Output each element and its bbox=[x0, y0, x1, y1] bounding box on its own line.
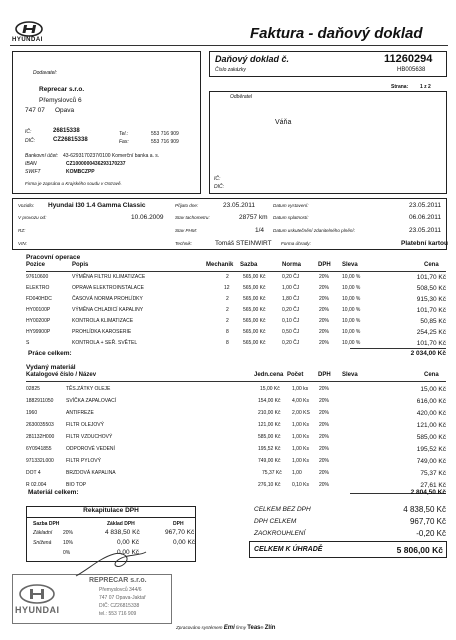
row-vat: 20% bbox=[319, 446, 330, 452]
row-discount: 10,00 % bbox=[342, 307, 361, 313]
table-row bbox=[26, 285, 446, 295]
payment-label: Forma úhrady: bbox=[281, 241, 311, 246]
labor-col-vat: DPH bbox=[318, 262, 331, 268]
labor-col-discount: Sleva bbox=[342, 262, 358, 268]
fuel-value: 1/4 bbox=[255, 227, 265, 234]
doc-number: 11260294 bbox=[384, 53, 433, 65]
row-code: 1960 bbox=[26, 410, 38, 416]
row-description: VÝMĚNA FILTRU KLIMATIZACE bbox=[72, 274, 146, 280]
signature-mark bbox=[70, 548, 150, 582]
row-position: HY99900P bbox=[26, 329, 51, 335]
row-qty: 2,00 KS bbox=[292, 410, 310, 416]
odometer-label: Stav tachometru: bbox=[175, 215, 210, 220]
row-name: FILTR PYLOVÝ bbox=[66, 458, 101, 464]
customer-ic-label: IČ: bbox=[214, 176, 221, 182]
table-row bbox=[26, 446, 446, 457]
row-qty: 1,00 ks bbox=[292, 386, 309, 392]
vat-total: 967,70 Kč bbox=[409, 517, 446, 526]
row-description: KONTROLA KLIMATIZACE bbox=[72, 318, 134, 324]
due-date: 06.06.2011 bbox=[409, 214, 442, 221]
vehicle-model: Hyundai I30 1.4 Gamma Classic bbox=[48, 202, 146, 209]
row-code: 971332L000 bbox=[26, 458, 54, 464]
row-code: DOT 4 bbox=[26, 470, 41, 476]
row-name: BRZDOVÁ KAPALINA bbox=[66, 470, 116, 476]
footer-suffix: Zlín bbox=[264, 625, 276, 631]
stamp-line4: tel.: 553 716 909 bbox=[99, 611, 137, 617]
table-row bbox=[26, 410, 446, 421]
row-code: R 02.004 bbox=[26, 482, 47, 488]
row-vat: 20% bbox=[319, 386, 330, 392]
supplier-iban-label: IBAN bbox=[25, 161, 37, 167]
supplier-tel: 553 716 909 bbox=[151, 131, 179, 137]
row-price: 27,61 Kč bbox=[420, 482, 446, 489]
odometer-value: 28757 km bbox=[239, 214, 268, 221]
labor-total: 2 034,00 Kč bbox=[410, 350, 446, 357]
table-row bbox=[26, 329, 446, 339]
row-vat: 20% bbox=[319, 329, 330, 335]
vat-recap-row-rate: 10% bbox=[63, 540, 74, 546]
row-mechanic: 12 bbox=[224, 285, 230, 291]
row-price: 101,70 Kč bbox=[416, 307, 446, 314]
row-description: VÝMĚNA CHLADICÍ KAPALINY bbox=[72, 307, 144, 313]
row-name: ANTIFREZE bbox=[66, 410, 94, 416]
row-mechanic: 8 bbox=[226, 329, 229, 335]
stamp-logo bbox=[15, 583, 60, 615]
vat-recap-row-name: Základní bbox=[33, 530, 53, 536]
row-rate: 565,00 Kč bbox=[243, 318, 266, 324]
row-vat: 20% bbox=[319, 422, 330, 428]
footer-system: Emi bbox=[223, 625, 235, 631]
customer-box bbox=[209, 91, 447, 194]
materials-col-vat: DPH bbox=[318, 372, 331, 378]
row-position: ELEKTRO bbox=[26, 285, 50, 291]
table-row bbox=[26, 307, 446, 317]
row-vat: 20% bbox=[319, 470, 330, 476]
row-mechanic: 2 bbox=[226, 318, 229, 324]
row-position: HY00100P bbox=[26, 307, 51, 313]
vat-recap-row-base: 0,00 Kč bbox=[117, 549, 140, 556]
row-price: 749,00 Kč bbox=[416, 458, 446, 465]
row-discount: 10,00 % bbox=[342, 329, 361, 335]
supplier-city: Opava bbox=[55, 107, 75, 114]
labor-section-title: Pracovní operace bbox=[26, 254, 81, 261]
stamp-brand: HYUNDAI bbox=[15, 605, 60, 615]
vehicle-label: Vozidlo: bbox=[18, 203, 35, 208]
row-rate: 565,00 Kč bbox=[243, 307, 266, 313]
row-norm: 0,20 ČJ bbox=[282, 274, 300, 280]
in-service-label: V provozu od: bbox=[18, 215, 47, 220]
customer-name: Váňa bbox=[275, 119, 292, 126]
row-position: S bbox=[26, 340, 30, 346]
row-unit-price: 210,00 Kč bbox=[258, 410, 281, 416]
row-position: HY00200P bbox=[26, 318, 51, 324]
table-row bbox=[26, 470, 446, 481]
technician-name: Tomáš STEINWIRT bbox=[215, 240, 272, 247]
row-name: FILTR OLEJOVÝ bbox=[66, 422, 104, 428]
row-price: 101,70 Kč bbox=[416, 274, 446, 281]
table-row bbox=[26, 386, 446, 397]
order-number: HB005638 bbox=[397, 67, 426, 73]
received-date: 23.05.2011 bbox=[223, 202, 256, 209]
labor-col-price: Cena bbox=[424, 262, 439, 268]
row-mechanic: 8 bbox=[226, 340, 229, 346]
row-discount: 10,00 % bbox=[342, 340, 361, 346]
materials-col-price: Cena bbox=[424, 372, 439, 378]
row-code: 02825 bbox=[26, 386, 40, 392]
row-qty: 1,00 bbox=[292, 470, 302, 476]
row-qty: 0,10 Ks bbox=[292, 482, 309, 488]
row-code: 6Y0941855 bbox=[26, 446, 52, 452]
labor-total-label: Práce celkem: bbox=[28, 350, 72, 357]
row-mechanic: 2 bbox=[226, 274, 229, 280]
hyundai-logo bbox=[14, 21, 44, 43]
rounding-label: ZAOKROUHLENÍ bbox=[254, 530, 306, 537]
vat-recap-col-rate: Sazba DPH bbox=[33, 521, 60, 527]
vehicle-box bbox=[12, 198, 447, 250]
labor-col-position: Pozice bbox=[26, 262, 46, 268]
row-qty: 1,00 Ks bbox=[292, 422, 309, 428]
vat-recap-row-rate: 0% bbox=[63, 550, 71, 556]
row-vat: 20% bbox=[319, 340, 330, 346]
row-price: 420,00 Kč bbox=[416, 410, 446, 417]
supplier-ic: 26815338 bbox=[53, 128, 80, 134]
labor-col-norm: Norma bbox=[282, 262, 302, 268]
vat-recap-row-vat: 0,00 Kč bbox=[173, 539, 196, 546]
customer-label: Odběratel bbox=[230, 94, 252, 100]
row-qty: 4,00 Ks bbox=[292, 398, 309, 404]
row-price: 195,52 Kč bbox=[416, 446, 446, 453]
row-mechanic: 2 bbox=[226, 296, 229, 302]
row-name: BIO TOP bbox=[66, 482, 87, 488]
supplier-swift-label: SWIFT bbox=[25, 169, 41, 175]
table-row bbox=[26, 482, 446, 493]
row-unit-price: 749,00 Kč bbox=[258, 458, 281, 464]
materials-col-catalog: Katalogové číslo / Název bbox=[26, 372, 97, 378]
supplier-name: Reprecar s.r.o. bbox=[39, 86, 85, 93]
row-code: 2630035503 bbox=[26, 422, 54, 428]
row-name: SVÍČKA ZAPALOVACÍ bbox=[66, 398, 117, 404]
footer-prefix: Zpracováno systémem bbox=[176, 625, 223, 630]
row-unit-price: 195,52 Kč bbox=[258, 446, 281, 452]
row-price: 915,30 Kč bbox=[416, 296, 446, 303]
taxable-date: 23.05.2011 bbox=[409, 227, 442, 234]
row-name: FILTR VZDUCHOVÝ bbox=[66, 434, 113, 440]
row-vat: 20% bbox=[319, 458, 330, 464]
supplier-iban: CZ1000000436293170237 bbox=[66, 161, 126, 167]
row-norm: 0,20 ČJ bbox=[282, 307, 300, 313]
due-label: Datum splatnosti: bbox=[273, 215, 309, 220]
amount-due: 5 806,00 Kč bbox=[396, 545, 443, 555]
vat-recap-title: Rekapitulace DPH bbox=[27, 507, 195, 518]
labor-col-mechanic: Mechanik bbox=[206, 262, 234, 268]
labor-col-rate: Sazba bbox=[240, 262, 258, 268]
supplier-dic-label: DIČ: bbox=[25, 138, 35, 144]
taxable-label: Datum uskutečnění zdanitelného plnění: bbox=[273, 228, 355, 233]
row-unit-price: 15,00 Kč bbox=[260, 386, 280, 392]
row-qty: 1,00 Ks bbox=[292, 446, 309, 452]
row-price: 121,00 Kč bbox=[416, 422, 446, 429]
row-description: PROHLÍDKA KAROSERIE bbox=[72, 329, 132, 335]
table-row bbox=[26, 318, 446, 328]
row-unit-price: 154,00 Kč bbox=[258, 398, 281, 404]
logo-text: HYUNDAI bbox=[12, 37, 43, 43]
row-unit-price: 585,00 Kč bbox=[258, 434, 281, 440]
row-code: 281132H000 bbox=[26, 434, 55, 440]
row-norm: 0,20 ČJ bbox=[282, 340, 300, 346]
row-price: 75,37 Kč bbox=[420, 470, 446, 477]
order-label: Číslo zakázky bbox=[215, 67, 246, 73]
page-value: 1 z 2 bbox=[420, 84, 431, 90]
table-row bbox=[26, 274, 446, 284]
technician-label: Technik: bbox=[175, 241, 192, 246]
row-price: 254,25 Kč bbox=[416, 329, 446, 336]
stamp-line1: Přemyslovců 344/6 bbox=[99, 587, 142, 593]
row-mechanic: 2 bbox=[226, 307, 229, 313]
row-discount: 10,00 % bbox=[342, 296, 361, 302]
row-vat: 20% bbox=[319, 482, 330, 488]
row-vat: 20% bbox=[319, 274, 330, 280]
amount-due-label: CELKEM K ÚHRADĚ bbox=[254, 546, 323, 553]
total-without-vat-label: CELKEM BEZ DPH bbox=[254, 506, 311, 513]
amount-due-box bbox=[249, 541, 447, 558]
row-rate: 565,00 Kč bbox=[243, 296, 266, 302]
row-vat: 20% bbox=[319, 434, 330, 440]
row-position: 97610600 bbox=[26, 274, 49, 280]
materials-col-qty: Počet bbox=[287, 372, 304, 378]
row-vat: 20% bbox=[319, 410, 330, 416]
header-rule bbox=[10, 45, 448, 46]
supplier-fax-label: Fax: bbox=[119, 139, 129, 145]
vat-recap-row-base: 0,00 Kč bbox=[117, 539, 140, 546]
vat-total-label: DPH CELKEM bbox=[254, 518, 297, 525]
row-rate: 565,00 Kč bbox=[243, 340, 266, 346]
row-description: OPRAVA ELEKTROINSTALACE bbox=[72, 285, 144, 291]
row-rate: 565,00 Kč bbox=[243, 274, 266, 280]
row-unit-price: 75,37 Kč bbox=[262, 470, 282, 476]
issued-label: Datum vystavení: bbox=[273, 203, 309, 208]
labor-col-description: Popis bbox=[72, 262, 89, 268]
hyundai-emblem-icon bbox=[14, 21, 44, 37]
row-price: 508,50 Kč bbox=[416, 285, 446, 292]
materials-total: 2 804,50 Kč bbox=[410, 489, 446, 496]
row-name: ODPOROVÉ VEDENÍ bbox=[66, 446, 115, 452]
doc-number-label: Daňový doklad č. bbox=[215, 54, 290, 64]
table-row bbox=[26, 398, 446, 409]
supplier-bank-label: Bankovní účet: bbox=[25, 153, 59, 159]
supplier-ic-label: IČ: bbox=[25, 129, 32, 135]
doc-number-box bbox=[209, 51, 447, 77]
row-price: 101,70 Kč bbox=[416, 340, 446, 347]
vat-recap-row-base: 4 838,50 Kč bbox=[105, 529, 140, 536]
row-description: KONTROLA + SEŘ. SVĚTEL bbox=[72, 340, 138, 346]
labor-total-rule bbox=[350, 348, 446, 349]
materials-header-rule bbox=[26, 381, 446, 382]
row-vat: 20% bbox=[319, 318, 330, 324]
payment-method: Platební kartou bbox=[401, 240, 448, 247]
row-norm: 0,10 ČJ bbox=[282, 318, 300, 324]
footer-company: Teas bbox=[247, 625, 261, 631]
row-norm: 1,00 ČJ bbox=[282, 285, 300, 291]
footer-credit: Zpracováno systémem Emi firmy Teas® Zlín bbox=[176, 625, 276, 631]
vat-recap-row-rate: 20% bbox=[63, 530, 74, 536]
materials-col-discount: Sleva bbox=[342, 372, 358, 378]
row-vat: 20% bbox=[319, 398, 330, 404]
hyundai-emblem-icon bbox=[17, 583, 57, 605]
row-norm: 0,50 ČJ bbox=[282, 329, 300, 335]
vin-label: VIN: bbox=[18, 241, 27, 246]
supplier-registry: Firma je zapsána u Krajského soudu v Ostravě. bbox=[25, 181, 122, 186]
supplier-bank: 43-6293170237/0100 Komerční banka a. s. bbox=[63, 153, 160, 159]
fuel-label: Stav PHM: bbox=[175, 228, 197, 233]
table-row bbox=[26, 458, 446, 469]
stamp-line3: DIČ: CZ26815338 bbox=[99, 603, 140, 609]
table-row bbox=[26, 434, 446, 445]
supplier-tel-label: Tel.: bbox=[119, 131, 129, 137]
vat-recap-col-base: Základ DPH bbox=[107, 521, 135, 527]
supplier-fax: 553 716 909 bbox=[151, 139, 179, 145]
row-position: FD040HDC bbox=[26, 296, 52, 302]
total-without-vat: 4 838,50 Kč bbox=[403, 505, 446, 514]
row-name: TĚS.ZÁTKY OLEJE bbox=[66, 386, 111, 392]
supplier-box bbox=[12, 51, 201, 194]
materials-section-title: Vydaný materiál bbox=[26, 364, 76, 371]
in-service-date: 10.06.2009 bbox=[131, 214, 164, 221]
table-row bbox=[26, 422, 446, 433]
stamp-company: REPRECAR s.r.o. bbox=[89, 577, 147, 584]
row-vat: 20% bbox=[319, 296, 330, 302]
footer-mid: firmy bbox=[236, 625, 246, 630]
received-label: Přijato dne: bbox=[175, 203, 199, 208]
supplier-label: Dodavatel: bbox=[33, 70, 57, 76]
vat-recap-row-vat: 967,70 Kč bbox=[165, 529, 195, 536]
row-price: 50,85 Kč bbox=[420, 318, 446, 325]
row-price: 616,00 Kč bbox=[416, 398, 446, 405]
row-discount: 10,00 % bbox=[342, 285, 361, 291]
supplier-dic: CZ26815338 bbox=[53, 137, 88, 143]
rz-label: RZ: bbox=[18, 228, 26, 233]
supplier-street: Přemyslovců 6 bbox=[39, 97, 82, 104]
row-description: ČASOVÁ NORMA PROHLÍDKY bbox=[72, 296, 143, 302]
materials-col-unit-price: Jedn.cena bbox=[254, 372, 284, 378]
row-qty: 1,00 Ks bbox=[292, 434, 309, 440]
rounding: -0,20 Kč bbox=[416, 529, 446, 538]
table-row bbox=[26, 296, 446, 306]
supplier-swift: KOMBCZPP bbox=[66, 169, 95, 175]
page-label: Strana: bbox=[391, 84, 409, 90]
row-vat: 20% bbox=[319, 285, 330, 291]
row-rate: 565,00 Kč bbox=[243, 285, 266, 291]
row-discount: 10,00 % bbox=[342, 318, 361, 324]
vat-recap-col-vat: DPH bbox=[173, 521, 184, 527]
labor-header-rule bbox=[26, 271, 446, 272]
supplier-zip: 747 07 bbox=[25, 107, 45, 114]
row-discount: 10,00 % bbox=[342, 274, 361, 280]
stamp-line2: 747 07 Opava-Jaktař bbox=[99, 595, 146, 601]
row-unit-price: 276,10 Kč bbox=[258, 482, 281, 488]
row-qty: 1,00 Ks bbox=[292, 458, 309, 464]
document-title: Faktura - daňový doklad bbox=[250, 25, 423, 42]
materials-total-label: Materiál celkem: bbox=[28, 489, 79, 496]
row-price: 15,00 Kč bbox=[420, 386, 446, 393]
row-rate: 565,00 Kč bbox=[243, 329, 266, 335]
issued-date: 23.05.2011 bbox=[409, 202, 442, 209]
row-code: 1882911050 bbox=[26, 398, 54, 404]
customer-dic-label: DIČ: bbox=[214, 184, 224, 190]
row-norm: 1,80 ČJ bbox=[282, 296, 300, 302]
row-price: 585,00 Kč bbox=[416, 434, 446, 441]
row-unit-price: 121,00 Kč bbox=[258, 422, 281, 428]
row-vat: 20% bbox=[319, 307, 330, 313]
vat-recap-row-name: Snížená bbox=[33, 540, 52, 546]
